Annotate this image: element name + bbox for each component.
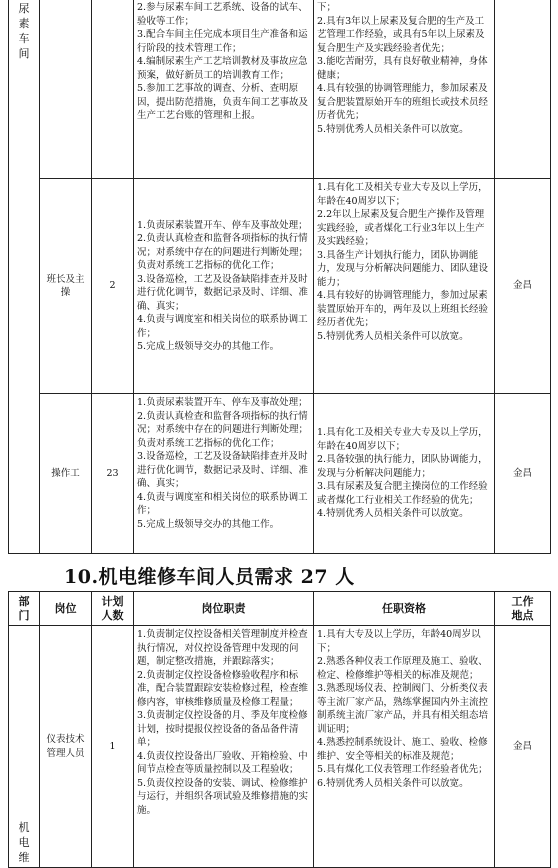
duties-cell (134, 626, 314, 868)
qual-item: 4.具有较好的协调管理能力，参加过尿素装置原始开车的，两年及以上班组长经验经历者优先； (317, 290, 489, 328)
count-cell: 1 (92, 626, 134, 868)
quals-cell (314, 179, 495, 394)
duty-item: 4.负责仪控设备出厂验收、开箱检验、中间节点检查等质量控制以及工程验收； (137, 750, 308, 775)
duty-item: 4.负责与调度室和相关岗位的联系协调工作； (137, 491, 308, 516)
count-cell: 2 (92, 179, 134, 394)
header-count (92, 592, 134, 626)
qual-item: 4.具有较强的协调管理能力，参加尿素及复合肥装置原始开车的班组长或技术员经历者优先； (317, 83, 489, 121)
header-dept (9, 592, 40, 626)
qual-item: 2.具有3年以上尿素及复合肥的生产及工艺管理工作经验，或具有5年以上尿素及复合肥生产及实践经验者优先； (317, 15, 485, 54)
qual-item: 5.具有煤化工仪表管理工作经验者优先； (317, 764, 488, 775)
duty-item: 2.参与尿素车间工艺系统、设备的试车、验收等工作； (137, 2, 308, 27)
duty-item: 5.负责仪控设备的安装、调试、检修维护与运行，并组织各项试验及维修措施的实施。 (137, 777, 309, 816)
position-cell: 操作工 (40, 394, 92, 554)
duty-item: 5.参加工艺事故的调查、分析、查明原因，提出防范措施，负责车间工艺事故及生产工艺台账的管理和上报。 (137, 83, 309, 121)
duty-item: 3.设备巡检，工艺及设备缺陷排查并及时进行优化调节，数据记录及时、详细、准确、真实； (137, 451, 309, 489)
header-text: 门 (18, 608, 30, 622)
staffing-table-urea (8, 0, 551, 554)
duty-item: 2.负责制定仪控设备检修验收程序和标准，配合装置跟踪安装检修过程，检查维修内容，审核维修质量及检修工程量； (137, 669, 309, 708)
qual-item: 2.具备较强的执行能力，团队协调能力，发现与分析解决问题能力； (317, 454, 488, 479)
dept-char: 维 (18, 851, 30, 864)
count-cell (92, 0, 134, 179)
qual-item: 1.具有大专及以上学历，年龄40周岁以下； (317, 629, 481, 654)
header-duties: 岗位职责 (134, 592, 314, 626)
header-text: 地点 (511, 608, 534, 622)
dept-char: 间 (18, 47, 30, 60)
qual-item: 2.熟悉各种仪表工作原理及施工、验收、检定、检修维护等相关的标准及规范； (317, 656, 488, 681)
qual-item: 1.具有化工及相关专业大专及以上学历，年龄在40周岁以下； (317, 182, 488, 207)
duty-item: 5.完成上级领导交办的其他工作。 (137, 518, 280, 530)
table-row (9, 394, 551, 554)
duty-item: 3.设备巡检，工艺及设备缺陷排查并及时进行优化调节，数据记录及时、详细、准确、真实； (137, 273, 309, 312)
table-row (9, 626, 551, 868)
duty-item: 2.负责认真检查和监督各项指标的执行情况；对系统中存在的问题进行判断处理；负责对系统工艺指标的优化工作； (137, 233, 309, 271)
qual-item: 3.能吃苦耐劳，具有良好敬业精神，身体健康； (317, 56, 488, 81)
qual-item: 4.特别优秀人员相关条件可以放宽。 (317, 508, 469, 520)
qual-item: 1.具有化工及相关专业大专及以上学历，年龄在40周岁以下； (317, 427, 488, 452)
quals-cell (314, 0, 495, 179)
section-title: 10.机电维修车间人员需求 27 人 (64, 566, 355, 588)
duty-item: 1.负责尿素装置开车、停车及事故处理； (137, 219, 308, 231)
duties-cell (134, 179, 314, 394)
duty-item: 5.完成上级领导交办的其他工作。 (137, 341, 280, 352)
location-cell (495, 0, 551, 179)
header-location (495, 592, 551, 626)
qual-item: 5.特别优秀人员相关条件可以放宽。 (317, 330, 469, 342)
table-header-row (9, 592, 551, 626)
duty-item: 3.配合车间主任完成本项目生产准备和运行阶段的技术管理工作； (137, 29, 308, 54)
qual-item: 4.熟悉控制系统设计、施工、验收、检修维护、安全等相关的标准及规范； (317, 737, 488, 762)
table-row (9, 179, 551, 394)
staffing-table-maintenance (8, 591, 551, 868)
dept-char: 尿 (18, 2, 30, 15)
dept-char: 素 (18, 17, 30, 30)
duty-item: 4.负责与调度室和相关岗位的联系协调工作； (137, 314, 308, 339)
qual-item: 3.具备生产计划执行能力，团队协调能力，发现与分析解决问题能力、团队建设能力； (317, 249, 489, 288)
duty-item: 1.负责尿素装置开车、停车及事故处理； (137, 397, 308, 408)
dept-char: 电 (18, 836, 30, 849)
qual-item: 5.特别优秀人员相关条件可以放宽。 (317, 123, 469, 135)
qual-item: 2.2年以上尿素及复合肥生产操作及管理实践经验，或者煤化工行业3年以上生产及实践经验； (317, 209, 485, 247)
qual-item: 6.特别优秀人员相关条件可以放宽。 (317, 777, 469, 789)
count-cell: 23 (92, 394, 134, 554)
duties-cell (134, 0, 314, 179)
qual-item: 下； (317, 2, 337, 13)
location-cell: 金昌 (495, 394, 551, 554)
position-cell: 班长及主操 (40, 179, 92, 394)
table-row (9, 0, 551, 179)
dept-char: 车 (18, 32, 30, 45)
header-text: 计划 (101, 594, 124, 608)
duty-item: 1.负责制定仪控设备相关管理制度并检查执行情况，对仪控设备管理中发现的问题，制定整改措施，并跟踪落实； (137, 629, 308, 667)
location-cell: 金昌 (495, 626, 551, 868)
dept-char: 机 (18, 821, 30, 834)
quals-cell (314, 394, 495, 554)
duties-cell (134, 394, 314, 554)
qual-item: 3.具有尿素及复合肥主操岗位的工作经验或者煤化工行业相关工作经验的优先； (317, 481, 488, 506)
location-cell: 金昌 (495, 179, 551, 394)
header-text: 人数 (101, 608, 124, 622)
qual-item: 3.熟悉现场仪表、控制阀门、分析类仪表等主流厂家产品，熟练掌握国内外主流控制系统主流厂家产品，并具有相关组态培训证明； (317, 683, 489, 735)
duty-item: 4.编制尿素生产工艺培训教材及事故应急预案，做好新员工的培训教育工作； (137, 56, 308, 81)
quals-cell (314, 626, 495, 868)
header-text: 部 (18, 594, 30, 608)
header-quals: 任职资格 (314, 592, 495, 626)
header-text: 工作 (511, 594, 534, 608)
position-cell (40, 0, 92, 179)
duty-item: 3.负责制定仪控设备的月、季及年度检修计划，按时提报仪控设备的备品备件清单； (137, 710, 308, 748)
header-position: 岗位 (40, 592, 92, 626)
dept-cell-urea (9, 0, 40, 554)
duty-item: 2.负责认真检查和监督各项指标的执行情况；对系统中存在的问题进行判断处理；负责对系统工艺指标的优化工作； (137, 410, 309, 449)
position-cell: 仪表技术管理人员 (40, 626, 92, 868)
dept-cell-maintenance (9, 626, 40, 868)
